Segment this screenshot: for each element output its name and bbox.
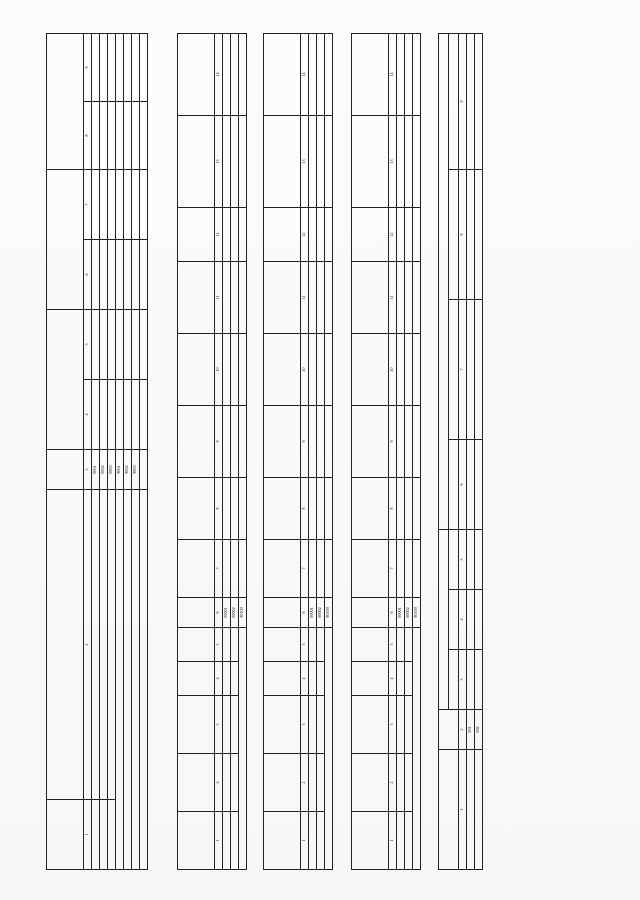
col-number: 9 [301,406,309,478]
col-header [47,800,84,870]
col-number: 13 [389,116,397,208]
col-number: 12 [389,208,397,262]
col-number: 9 [389,406,397,478]
col-number: 4 [84,380,92,450]
col-number: 7 [84,170,92,240]
col-number: 8 [389,478,397,540]
col-number: 1 [301,812,309,870]
col-header [47,34,84,170]
row-code: 00002 [231,598,239,628]
col-header [178,478,215,540]
table-3-2 [177,33,247,870]
row-code: 9002 [124,450,132,490]
col-number: 12 [215,208,223,262]
col-number: 5 [215,628,223,662]
col-header [178,540,215,598]
col-number: 7 [459,300,467,440]
col-header [47,310,84,450]
col-number: 3 [215,696,223,754]
col-number: 6 [84,240,92,310]
col-number: 7 [215,540,223,598]
col-number: 6 [389,598,397,628]
col-number: 14 [389,34,397,116]
col-number: 2 [84,490,92,800]
col-number: 2 [301,754,309,812]
col-header [178,598,215,628]
row-code: 001 [467,710,475,750]
col-header [178,334,215,406]
row-code: 00001 [223,598,231,628]
col-number: 8 [215,478,223,540]
col-header [178,262,215,334]
col-number: 4 [459,590,467,650]
col-header [449,440,459,530]
col-header [178,116,215,208]
col-header [178,406,215,478]
row-label [124,490,132,870]
row-code: 00001 [309,598,317,628]
col-number: 7 [389,540,397,598]
col-number: 10 [215,334,223,406]
col-header [449,300,459,440]
col-number: 11 [215,262,223,334]
col-header [449,650,459,710]
col-number: 2 [389,754,397,812]
col-number: 3 [84,450,92,490]
col-number: 9 [459,34,467,170]
table-3-1 [46,33,148,870]
row-code: 0002 [100,450,108,490]
col-number: 6 [301,598,309,628]
col-header [439,710,459,750]
col-number: 9 [215,406,223,478]
col-number: 4 [389,662,397,696]
col-number: 3 [301,696,309,754]
row-code: 9001 [116,450,124,490]
col-number: 4 [215,662,223,696]
col-number: 3 [459,650,467,710]
row-code: 002 [475,710,483,750]
col-header [439,34,449,530]
row-label [116,490,124,870]
col-header [47,170,84,310]
col-header [449,590,459,650]
col-number: 10 [389,334,397,406]
col-number: 3 [389,696,397,754]
col-header [439,750,459,870]
col-number: 12 [301,208,309,262]
col-number: 4 [301,662,309,696]
row-label [108,490,116,800]
col-number: 14 [301,34,309,116]
col-number: 1 [459,750,467,870]
col-number: 1 [215,812,223,870]
col-number: 6 [215,598,223,628]
col-header [47,450,84,490]
total-label [325,628,333,870]
row-code: 0003 [108,450,116,490]
col-number: 1 [84,800,92,870]
col-number: 8 [301,478,309,540]
col-header [178,754,215,812]
row-code: 90100 [239,598,247,628]
col-number: 5 [389,628,397,662]
col-header [449,530,459,590]
col-header [449,170,459,300]
col-number: 5 [301,628,309,662]
col-header [178,662,215,696]
col-number: 8 [459,170,467,300]
col-header [178,628,215,662]
row-label [92,490,100,800]
row-code: 00002 [317,598,325,628]
col-number: 11 [389,262,397,334]
col-number: 8 [84,102,92,170]
col-number: 11 [301,262,309,334]
col-number: 5 [84,310,92,380]
col-header [178,812,215,870]
col-number: 2 [215,754,223,812]
col-header [47,490,84,800]
row-code: 00002 [405,598,413,628]
col-header [178,696,215,754]
col-number: 2 [459,710,467,750]
total-label [413,628,421,870]
total-label [140,490,148,870]
table-3-2-1 [263,33,333,870]
total-label [239,628,247,870]
col-number: 14 [215,34,223,116]
row-code: 0001 [92,450,100,490]
row-label [100,490,108,800]
table-3-4 [438,33,483,870]
col-number: 9 [84,34,92,102]
col-number: 7 [301,540,309,598]
rotated-form [30,30,620,870]
row-code: 90100 [325,598,333,628]
table-3-2-2 [351,33,421,870]
col-number: 6 [459,440,467,530]
col-header [439,530,449,710]
col-header [178,208,215,262]
row-label [132,490,140,870]
col-number: 13 [215,116,223,208]
row-code: 90100 [413,598,421,628]
col-number: 5 [459,530,467,590]
row-code: 00001 [397,598,405,628]
col-number: 10 [301,334,309,406]
row-code: 9003 [132,450,140,490]
col-number: 13 [301,116,309,208]
col-header [178,34,215,116]
col-number: 1 [389,812,397,870]
